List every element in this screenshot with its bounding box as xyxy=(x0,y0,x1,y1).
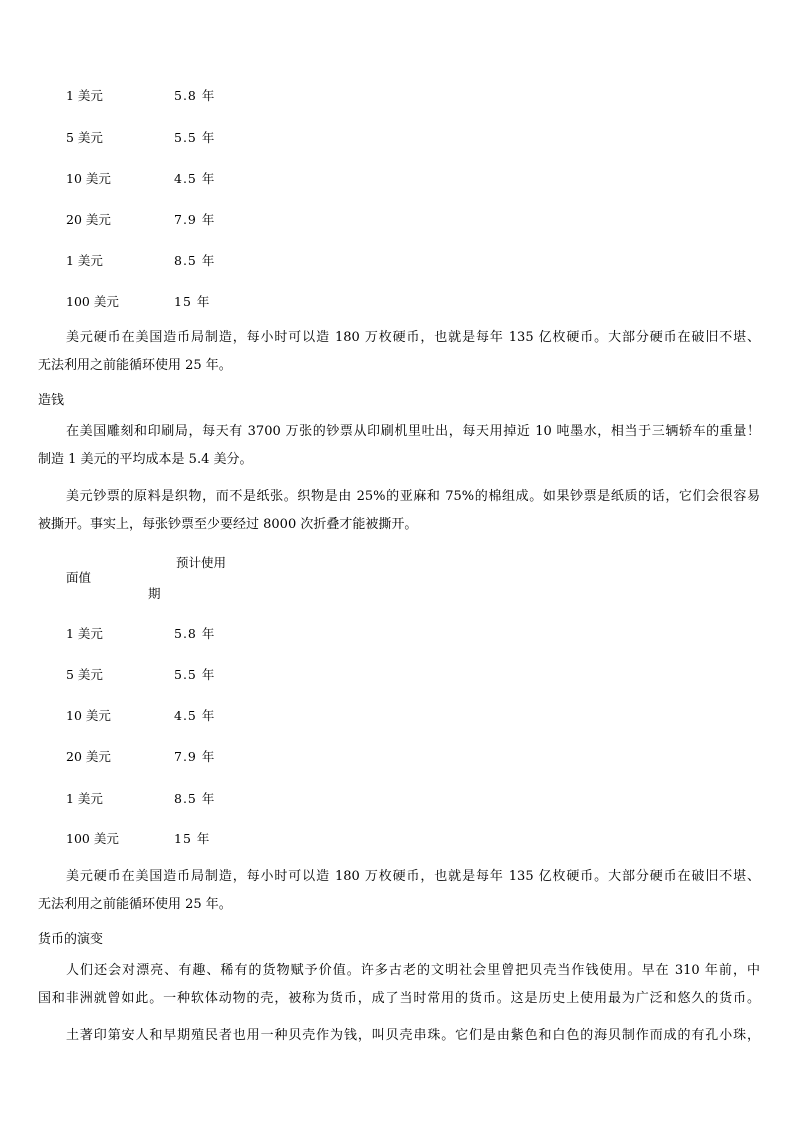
paragraph-line: 美元硬币在美国造币局制造，每小时可以造 180 万枚硬币，也就是每年 135 亿枚硬币。大部分硬币在破旧不堪、 xyxy=(66,330,760,345)
lifespan: 15 年 xyxy=(174,831,211,846)
lifespan: 5.5 年 xyxy=(174,130,216,145)
lifespan: 5.8 年 xyxy=(174,626,216,641)
table-header-life: 预计使用 xyxy=(176,555,227,570)
table-header-life-cont: 期 xyxy=(148,586,161,601)
lifespan: 15 年 xyxy=(174,294,211,309)
denomination: 1 美元 xyxy=(66,88,103,103)
lifespan: 5.8 年 xyxy=(174,88,216,103)
lifespan: 4.5 年 xyxy=(174,171,216,186)
lifespan: 7.9 年 xyxy=(174,212,216,227)
paragraph-line: 无法利用之前能循环使用 25 年。 xyxy=(38,897,232,912)
shells-paragraph xyxy=(38,957,760,1013)
paragraph-line: 被撕开。事实上，每张钞票至少要经过 8000 次折叠才能被撕开。 xyxy=(38,517,418,532)
paragraph-line: 无法利用之前能循环使用 25 年。 xyxy=(38,358,232,373)
paragraph-line: 人们还会对漂亮、有趣、稀有的货物赋予价值。许多古老的文明社会里曾把贝壳当作钱使用。早在 310 年前，中 xyxy=(66,963,760,978)
lifespan: 5.5 年 xyxy=(174,667,216,682)
wampum-paragraph xyxy=(38,1022,760,1050)
coins-paragraph xyxy=(38,324,760,380)
coins-paragraph xyxy=(38,863,760,919)
paragraph-line: 制造 1 美元的平均成本是 5.4 美分。 xyxy=(38,452,253,467)
denomination: 10 美元 xyxy=(66,708,111,723)
denomination: 20 美元 xyxy=(66,212,111,227)
lifespan: 7.9 年 xyxy=(174,749,216,764)
table-header-face: 面值 xyxy=(66,570,92,585)
lifespan: 4.5 年 xyxy=(174,708,216,723)
section-heading: 造钱 xyxy=(38,393,65,408)
denomination: 5 美元 xyxy=(66,130,103,145)
fabric-paragraph xyxy=(38,483,760,539)
lifespan: 8.5 年 xyxy=(174,253,216,268)
denomination: 5 美元 xyxy=(66,667,103,682)
denomination: 100 美元 xyxy=(66,831,119,846)
denomination: 1 美元 xyxy=(66,626,103,641)
paragraph-line: 在美国雕刻和印刷局，每天有 3700 万张的钞票从印刷机里吐出，每天用掉近 10 吨墨水，相当于三辆轿车的重量！ xyxy=(66,424,760,439)
denomination: 1 美元 xyxy=(66,253,103,268)
section-heading: 货币的演变 xyxy=(38,932,104,947)
denomination: 1 美元 xyxy=(66,791,103,806)
denomination: 100 美元 xyxy=(66,294,119,309)
paragraph-line: 国和非洲就曾如此。一种软体动物的壳，被称为货币，成了当时常用的货币。这是历史上使用最为广泛和悠久的货币。 xyxy=(38,991,760,1006)
paragraph-line: 美元钞票的原料是织物，而不是纸张。织物是由 25%的亚麻和 75%的棉组成。如果钞票是纸质的话，它们会很容易 xyxy=(66,489,760,504)
denomination: 10 美元 xyxy=(66,171,111,186)
paragraph-line: 土著印第安人和早期殖民者也用一种贝壳作为钱，叫贝壳串珠。它们是由紫色和白色的海贝制作而成的有孔小珠， xyxy=(66,1028,760,1043)
printing-paragraph xyxy=(38,418,760,474)
denomination: 20 美元 xyxy=(66,749,111,764)
lifespan: 8.5 年 xyxy=(174,791,216,806)
paragraph-line: 美元硬币在美国造币局制造，每小时可以造 180 万枚硬币，也就是每年 135 亿枚硬币。大部分硬币在破旧不堪、 xyxy=(66,869,760,884)
